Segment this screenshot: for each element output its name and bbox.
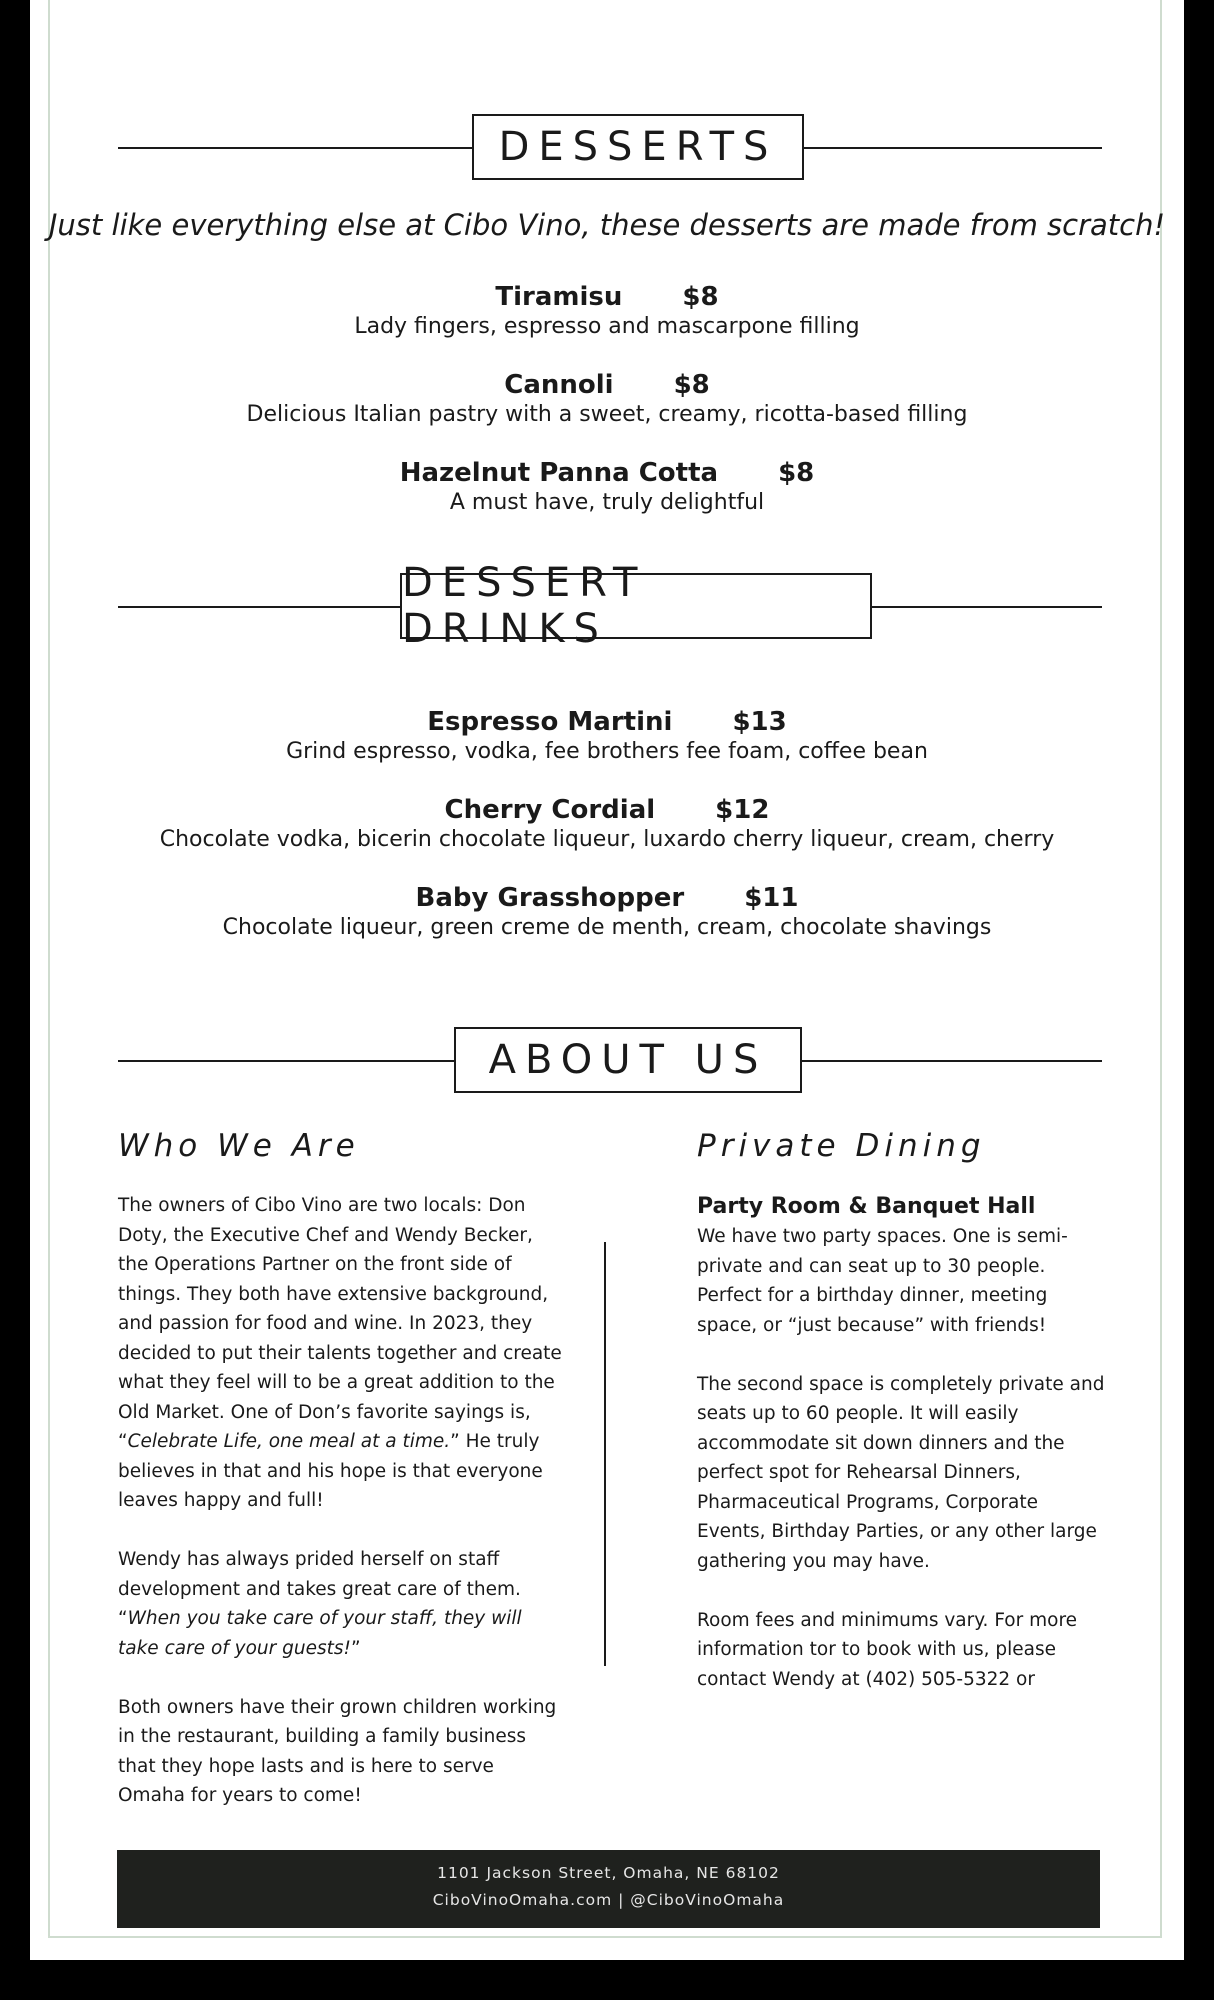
drinks-heading-block xyxy=(118,560,1102,652)
about-heading-block xyxy=(118,1027,1102,1097)
item-price: $8 xyxy=(673,370,710,400)
item-price: $11 xyxy=(744,883,799,913)
column-divider xyxy=(604,1242,606,1666)
item-name: Cherry Cordial xyxy=(444,795,656,825)
footer-contact: CiboVinoOmaha.com | @CiboVinoOmaha xyxy=(432,1891,785,1909)
item-price: $13 xyxy=(732,707,787,737)
menu-item xyxy=(30,281,1184,341)
item-price: $12 xyxy=(715,795,770,825)
wendy-quote: When you take care of your staff, they will take care of your guests! xyxy=(118,1608,522,1659)
item-description: A must have, truly delightful xyxy=(449,490,765,515)
private-paragraph-1: We have two party spaces. One is semi-private and can seat up to 30 people. Perfect for a birthday dinner, meeting space, or “just because” with friends! xyxy=(697,1226,1068,1336)
private-dining-title: Private Dining xyxy=(697,1128,986,1164)
about-heading: ABOUT US xyxy=(454,1027,802,1093)
who-paragraph-2: Wendy has always prided herself on staff development and takes great care of them. “When you take care of your staff, they will take care of your guests!” xyxy=(118,1549,522,1659)
footer-address: 1101 Jackson Street, Omaha, NE 68102 xyxy=(437,1864,780,1882)
who-we-are-title: Who We Are xyxy=(118,1128,360,1164)
private-dining-text xyxy=(697,1192,1107,1724)
item-name: Cannoli xyxy=(504,370,614,400)
menu-item xyxy=(30,369,1184,429)
don-quote: Celebrate Life, one meal at a time. xyxy=(127,1431,451,1452)
private-paragraph-3: Room fees and minimums vary. For more information tor to book with us, please contact Wendy at (402) 505-5322 or xyxy=(697,1609,1078,1690)
desserts-heading-block xyxy=(118,114,1102,184)
menu-item xyxy=(30,882,1184,942)
menu-item xyxy=(30,794,1184,854)
who-paragraph-1: The owners of Cibo Vino are two locals: Don Doty, the Executive Chef and Wendy Becker, the Operations Partner on the front side of things. They both have extensive background, and passion for food and wine. In 2023, they decided to put their talents together and create what they feel will to be a great addition to the Old Market. One of Don’s favorite sayings is, “Celebrate Life, one meal at a time.” He truly believes in that and his hope is that everyone leaves happy and full! xyxy=(118,1195,562,1511)
item-name: Hazelnut Panna Cotta xyxy=(399,458,719,488)
drinks-heading: DESSERT DRINKS xyxy=(400,573,872,639)
item-price: $8 xyxy=(682,282,719,312)
desserts-tagline: Just like everything else at Cibo Vino, these desserts are made from scratch! xyxy=(48,208,1166,242)
item-description: Lady fingers, espresso and mascarpone filling xyxy=(354,314,860,339)
who-paragraph-3: Both owners have their grown children working in the restaurant, building a family business that they hope lasts and is here to serve Omaha for years to come! xyxy=(118,1696,557,1806)
party-room-subhead: Party Room & Banquet Hall xyxy=(697,1194,1036,1219)
who-we-are-text xyxy=(118,1191,562,1840)
item-description: Grind espresso, vodka, fee brothers fee foam, coffee bean xyxy=(286,739,928,764)
footer-bar xyxy=(117,1850,1100,1928)
private-paragraph-2: The second space is completely private and seats up to 60 people. It will easily accommodate sit down dinners and the perfect spot for Rehearsal Dinners, Pharmaceutical Programs, Corporate Events, Birthday Parties, or any other large gathering you may have. xyxy=(697,1373,1105,1572)
item-name: Espresso Martini xyxy=(427,707,673,737)
menu-item xyxy=(30,706,1184,766)
item-price: $8 xyxy=(778,458,815,488)
item-name: Tiramisu xyxy=(495,282,623,312)
item-description: Delicious Italian pastry with a sweet, creamy, ricotta-based filling xyxy=(246,402,968,427)
item-description: Chocolate liqueur, green creme de menth, cream, chocolate shavings xyxy=(222,915,992,940)
item-name: Baby Grasshopper xyxy=(415,883,685,913)
item-description: Chocolate vodka, bicerin chocolate liqueur, luxardo cherry liqueur, cream, cherry xyxy=(159,827,1055,852)
menu-item xyxy=(30,457,1184,517)
desserts-heading: DESSERTS xyxy=(472,114,804,180)
menu-page xyxy=(30,0,1184,1960)
